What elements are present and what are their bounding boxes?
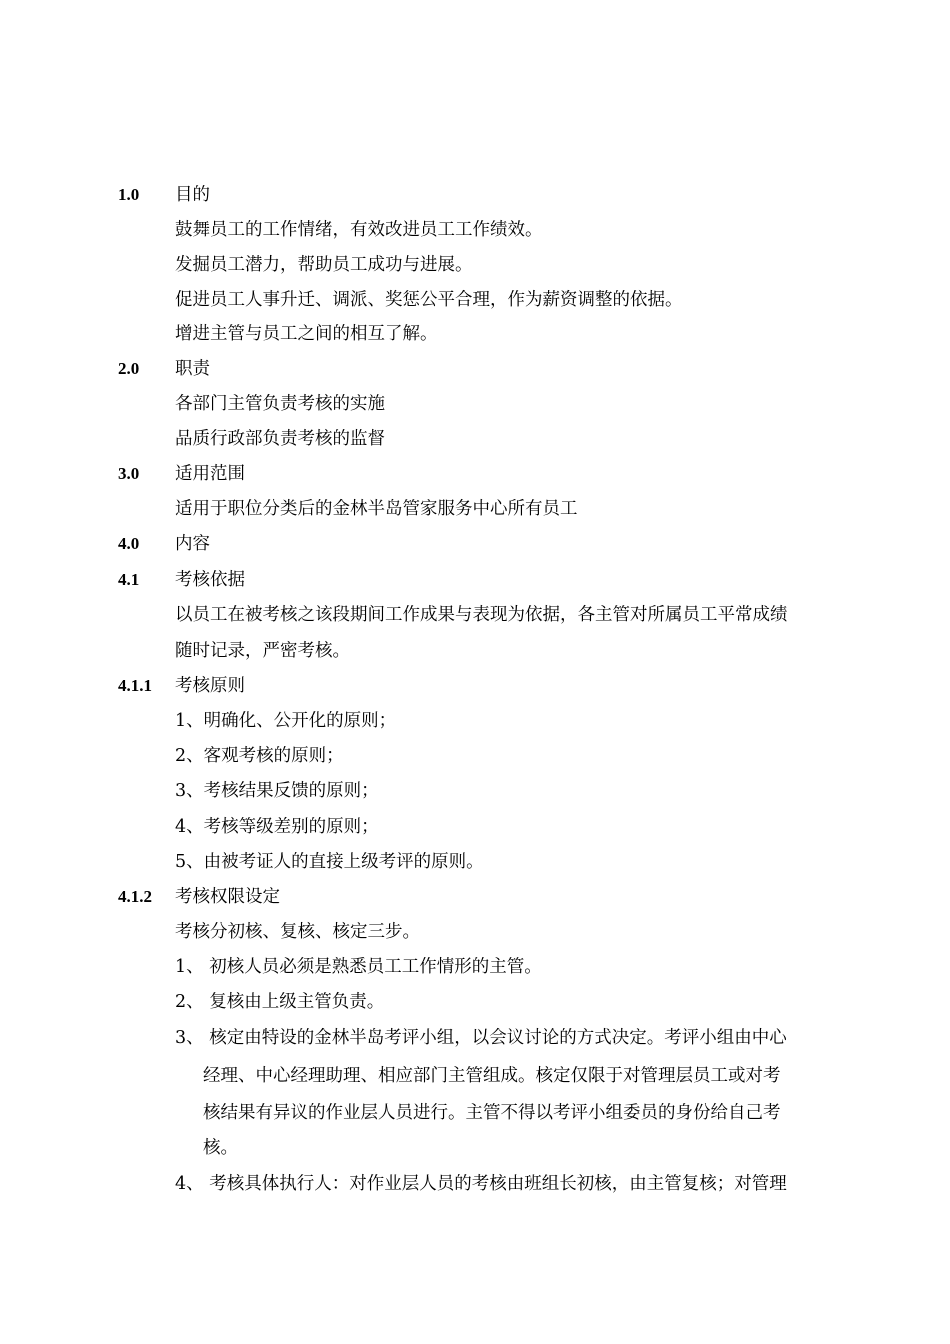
section-title: 考核原则: [175, 676, 245, 696]
list-item-text: 核结果有异议的作业层人员进行。主管不得以考评小组委员的身份给自己考: [203, 1103, 781, 1123]
section-title: 考核权限设定: [175, 887, 280, 907]
section-number: 2.0: [118, 359, 140, 378]
paragraph-text: 各部门主管负责考核的实施: [175, 394, 385, 414]
paragraph-text: 鼓舞员工的工作情绪，有效改进员工工作绩效。: [175, 220, 543, 240]
list-item-text: 2、 复核由上级主管负责。: [175, 992, 385, 1012]
list-item-text: 1、明确化、公开化的原则；: [175, 711, 397, 731]
paragraph-text: 考核分初核、复核、核定三步。: [175, 922, 420, 942]
paragraph-text: 品质行政部负责考核的监督: [175, 429, 385, 449]
section-number: 4.1.1: [118, 676, 152, 695]
paragraph-text: 增进主管与员工之间的相互了解。: [175, 324, 438, 344]
section-title: 适用范围: [175, 464, 245, 484]
list-item-text: 3、考核结果反馈的原则；: [175, 781, 379, 801]
section-number: 4.1.2: [118, 887, 152, 906]
list-item-text: 2、客观考核的原则；: [175, 746, 344, 766]
list-item-text: 4、 考核具体执行人：对作业层人员的考核由班组长初核，由主管复核；对管理: [175, 1174, 787, 1194]
section-number: 3.0: [118, 464, 140, 483]
list-item-text: 4、考核等级差别的原则；: [175, 817, 379, 837]
list-item-text: 3、 核定由特设的金林半岛考评小组，以会议讨论的方式决定。考评小组由中心: [175, 1028, 787, 1048]
section-title: 目的: [175, 185, 210, 205]
section-number: 4.1: [118, 570, 140, 589]
list-item-text: 核。: [203, 1138, 238, 1158]
list-item-text: 经理、中心经理助理、相应部门主管组成。核定仅限于对管理层员工或对考: [203, 1066, 781, 1086]
section-number: 4.0: [118, 534, 140, 553]
paragraph-text: 随时记录，严密考核。: [175, 641, 350, 661]
paragraph-text: 适用于职位分类后的金林半岛管家服务中心所有员工: [175, 499, 578, 519]
list-item-text: 1、 初核人员必须是熟悉员工工作情形的主管。: [175, 957, 542, 977]
section-title: 考核依据: [175, 570, 245, 590]
section-title: 内容: [175, 534, 210, 554]
paragraph-text: 以员工在被考核之该段期间工作成果与表现为依据，各主管对所属员工平常成绩: [175, 605, 788, 625]
list-item-text: 5、由被考证人的直接上级考评的原则。: [175, 852, 484, 872]
section-title: 职责: [175, 359, 210, 379]
paragraph-text: 促进员工人事升迁、调派、奖惩公平合理，作为薪资调整的依据。: [175, 290, 683, 310]
paragraph-text: 发掘员工潜力，帮助员工成功与进展。: [175, 255, 473, 275]
section-number: 1.0: [118, 185, 140, 204]
